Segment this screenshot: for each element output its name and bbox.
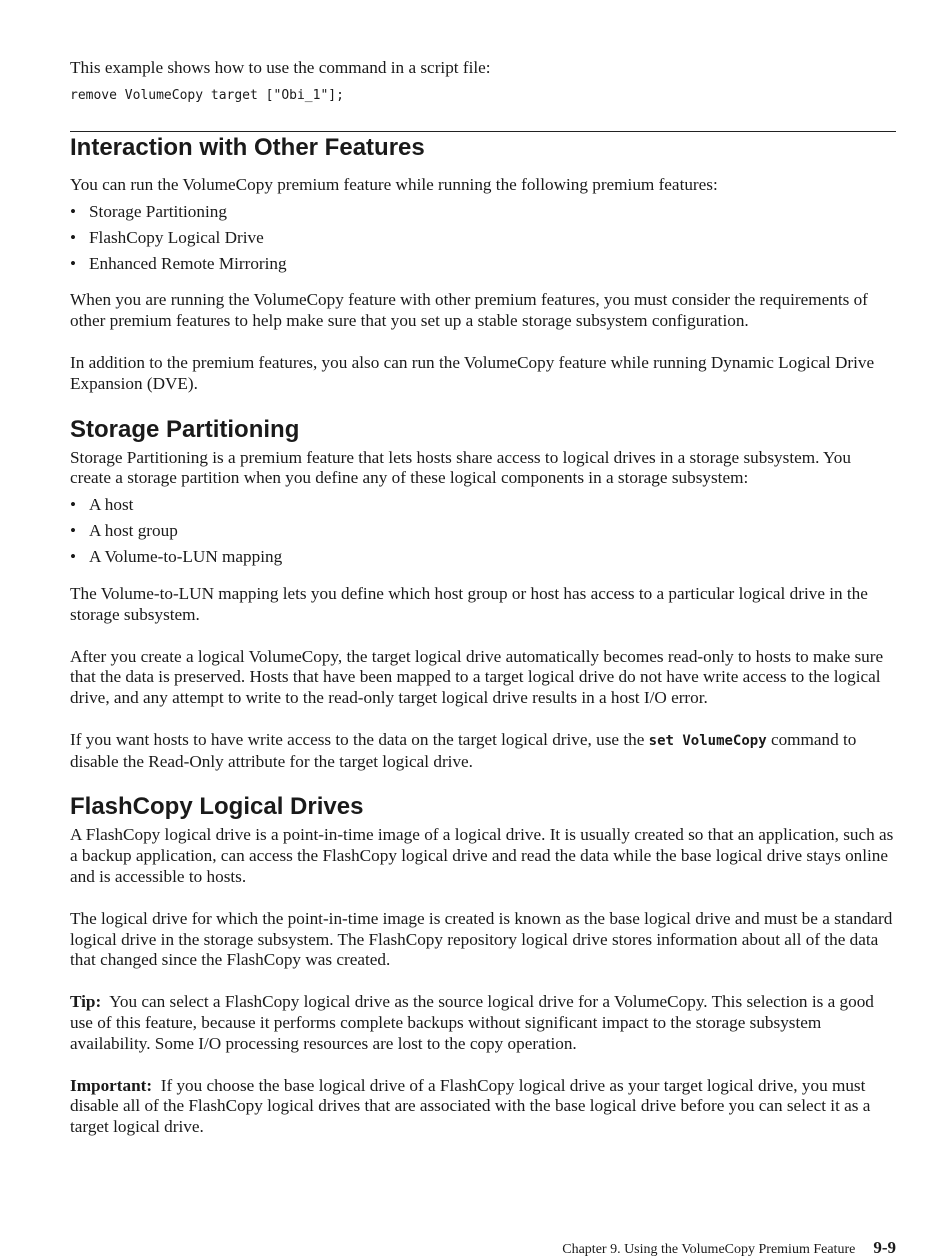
chapter-title: Chapter 9. Using the VolumeCopy Premium Feature bbox=[562, 1242, 856, 1257]
tip-note: Tip: You can select a FlashCopy logical drive as the source logical drive for a VolumeCopy. This selection is a good use of this feature, because it performs complete backups without significant impact to the storage subsystem availability. Some I/O processing resources are lost to the copy operation. bbox=[70, 992, 874, 1053]
premium-features-list bbox=[70, 202, 896, 275]
bullet-icon: • bbox=[70, 495, 77, 515]
set-volumecopy-command: set VolumeCopy bbox=[648, 732, 767, 749]
list-item: • A host group bbox=[70, 521, 178, 541]
storage-partitioning-paragraph-4: If you want hosts to have write access to the data on the target logical drive, use the set VolumeCopy command to disable the Read-Only attribute for the target logical drive. bbox=[70, 729, 857, 771]
logical-components-list bbox=[70, 495, 896, 568]
bullet-icon: • bbox=[70, 201, 77, 221]
flashcopy-paragraph-2: The logical drive for which the point-in-time image is created is known as the base logical drive and must be a standard logical drive in the storage subsystem. The FlashCopy repository logical drive stores information about all of the data that changed since the FlashCopy was created. bbox=[70, 908, 893, 970]
list-item: • Enhanced Remote Mirroring bbox=[70, 253, 287, 273]
heading-flashcopy: FlashCopy Logical Drives bbox=[70, 793, 364, 821]
section-divider bbox=[70, 131, 896, 132]
storage-partitioning-paragraph-3: After you create a logical VolumeCopy, the target logical drive automatically becomes read-only to hosts to make sure that the data is preserved. Hosts that have been mapped to a target logical drive do not have write access to the logical drive, and any attempt to write to the read-only target logical drive results in a host I/O error. bbox=[70, 646, 884, 708]
bullet-icon: • bbox=[70, 227, 77, 247]
heading-interaction: Interaction with Other Features bbox=[70, 133, 425, 161]
storage-partitioning-intro: Storage Partitioning is a premium feature that lets hosts share access to logical drives in a storage subsystem. You create a storage partition when you define any of these logical components in a storage subsystem: bbox=[70, 447, 851, 488]
intro-text: This example shows how to use the command in a script file: bbox=[70, 58, 491, 77]
list-item: • Storage Partitioning bbox=[70, 201, 227, 221]
bullet-icon: • bbox=[70, 521, 77, 541]
storage-partitioning-paragraph-2: The Volume-to-LUN mapping lets you define which host group or host has access to a particular logical drive in the storage subsystem. bbox=[70, 583, 868, 624]
page-number: 9-9 bbox=[873, 1238, 896, 1257]
list-item: • FlashCopy Logical Drive bbox=[70, 227, 264, 247]
heading-storage-partitioning: Storage Partitioning bbox=[70, 415, 300, 443]
flashcopy-paragraph-1: A FlashCopy logical drive is a point-in-time image of a logical drive. It is usually created so that an application, such as a backup application, can access the FlashCopy logical drive and read the data while the base logical drive stays online and is accessible to hosts. bbox=[70, 825, 894, 887]
script-example-code: remove VolumeCopy target ["Obi_1"]; bbox=[70, 87, 344, 103]
interaction-intro: You can run the VolumeCopy premium feature while running the following premium features: bbox=[70, 174, 718, 194]
interaction-paragraph-3: In addition to the premium features, you also can run the VolumeCopy feature while running Dynamic Logical Drive Expansion (DVE). bbox=[70, 352, 875, 393]
important-label: Important: bbox=[70, 1075, 153, 1095]
list-item: • A Volume-to-LUN mapping bbox=[70, 547, 283, 567]
interaction-paragraph-2: When you are running the VolumeCopy feature with other premium features, you must consider the requirements of other premium features to help make sure that you set up a stable storage subsystem configuration. bbox=[70, 290, 868, 331]
bullet-icon: • bbox=[70, 253, 77, 273]
bullet-icon: • bbox=[70, 547, 77, 567]
important-note: Important: If you choose the base logical drive of a FlashCopy logical drive as your target logical drive, you must disable all of the FlashCopy logical drives that are associated with the base logical drive before you can select it as a target logical drive. bbox=[70, 1075, 871, 1137]
tip-label: Tip: bbox=[70, 992, 102, 1012]
page-footer bbox=[562, 1238, 896, 1258]
list-item: • A host bbox=[70, 495, 134, 515]
page-content bbox=[70, 58, 896, 1138]
